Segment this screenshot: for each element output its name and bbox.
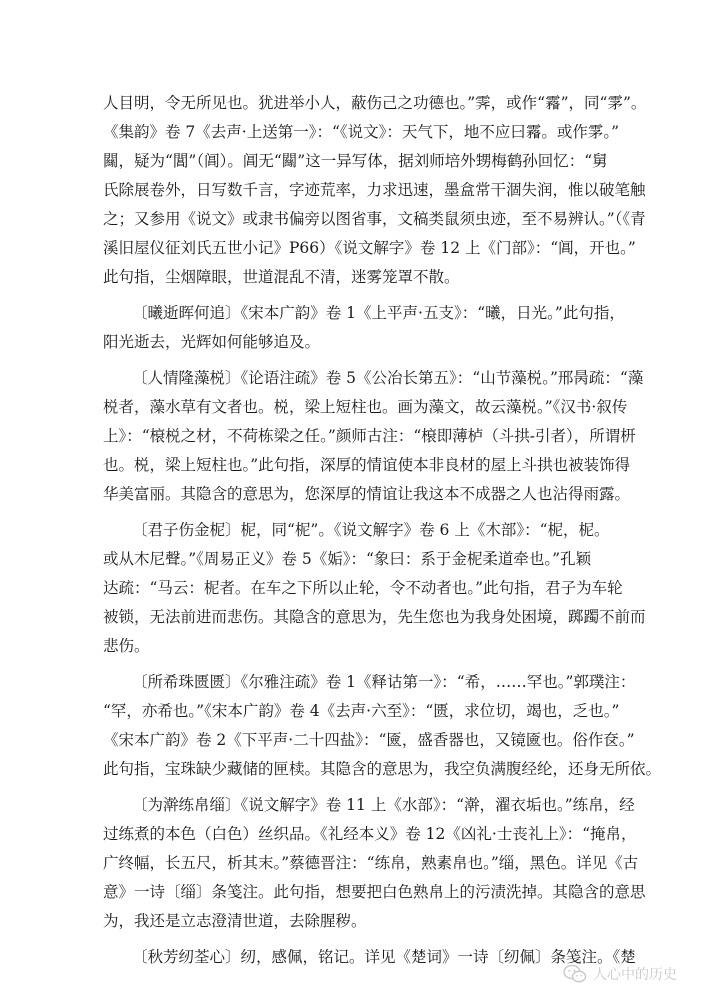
text-line: 过练煮的本色（白色）丝织品。《礼经本义》卷 12《凶礼·士丧礼上》：“掩帛， [103,825,637,843]
text-line: 被锁，无法前进而悲伤。其隐含的意思为，先生您也为我身处困境，踯躅不前而 [103,608,646,626]
text-line: 〔所希珠匮匮〕《尔雅注疏》卷 1《释诂第一》：“希，……罕也。”郭璞注： [132,673,636,691]
text-line: 〔曦逝晖何追〕《宋本广韵》卷 1《上平声·五支》：“曦，日光。”此句指， [132,304,625,322]
text-line: 悲伤。 [103,637,150,655]
watermark [563,962,677,986]
text-line: “罕，亦希也。”《宋本广韵》卷 4《去声·六至》：“匮，求位切，竭也，乏也。” [103,702,620,720]
text-line: 之；又参用《说文》或隶书偏旁以图省事，文稿类鼠须虫迹，至不易辨认。”（《青 [103,210,646,228]
text-line: 《宋本广韵》卷 2《下平声·二十四盐》：“匳，盛香器也，又镜匳也。俗作奁。” [103,731,635,749]
text-line: 《集韵》卷 7《去声·上送第一》：“《说文》：天气下，地不应曰霿。或作雺。” [103,123,620,141]
text-line: 此句指，尘烟障眼，世道混乱不清，迷雾笼罩不散。 [103,268,460,286]
text-line: 上》：“榱棁之材，不荷栋梁之任。”颜师古注：“榱即薄栌（斗拱-引者），所谓枅 [103,427,636,445]
text-line: 𨶹，疑为“閶”（阊）。阊无“𨶹”这一异写体，据刘师培外甥梅鹤孙回忆：“舅 [103,152,608,170]
text-line: 〔为澣练帛缁〕《说文解字》卷 11 上《水部》：“澣，濯衣垢也。”练帛，经 [132,796,635,814]
text-line: 或从木尼聲。”《周易正义》卷 5《姤》：“象曰：系于金柅柔道牵也。”孔颖 [103,550,592,568]
text-line: 达疏：“马云：柅者。在车之下所以止轮，令不动者也。”此句指，君子为车轮 [103,579,623,597]
text-line: 〔秋芳纫荃心〕纫，感佩，铭记。详见《楚词》一诗〔纫佩〕条笺注。《楚 [132,948,636,966]
wechat-icon [563,964,587,984]
text-line: 也。棁，梁上短柱也。”此句指，深厚的情谊使本非良材的屋上斗拱也被装饰得 [103,456,631,474]
watermark-text: 人心中的历史 [593,967,677,983]
text-line: 溪旧屋仪征刘氏五世小记》P66）《说文解字》卷 12 上《门部》：“阊，开也。” [103,239,636,257]
text-line: 华美富丽。其隐含的意思为，您深厚的情谊让我这本不成器之人也沾得雨露。 [103,485,631,503]
text-line: 广终幅，长五尺，析其末。”蔡德晋注：“练帛，熟素帛也。”缁，黑色。详见《古 [103,854,639,872]
text-line: 氏除展卷外，日写数千言，字迹荒率，力求迅速，墨盒常干涸失润，惟以破笔触 [103,181,646,199]
text-line: 意》一诗〔缁〕条笺注。此句指，想要把白色熟帛上的污渍洗掉。其隐含的意思 [103,883,646,901]
text-line: 阳光逝去，光辉如何能够追及。 [103,333,321,351]
text-line: 此句指，宝珠缺少藏储的匣椟。其隐含的意思为，我空负满腹经纶，还身无所依。 [103,760,662,778]
text-line: 〔人情隆藻棁〕《论语注疏》卷 5《公冶长第五》：“山节藻棁。”邢昺疏：“藻 [132,369,644,387]
text-line: 〔君子伤金柅〕柅，同“柅”。《说文解字》卷 6 上《木部》：“柅，柅。 [132,521,610,539]
text-line: 人目明，令无所见也。犹进举小人，蔽伤己之功德也。”霁，或作“霿”，同“雺”。 [103,94,647,112]
text-line: 为，我还是立志澄清世道，去除腥秽。 [103,912,367,930]
text-line: 棁者，藻水草有文者也。棁，梁上短柱也。画为藻文，故云藻棁。”《汉书·叙传 [103,398,628,416]
